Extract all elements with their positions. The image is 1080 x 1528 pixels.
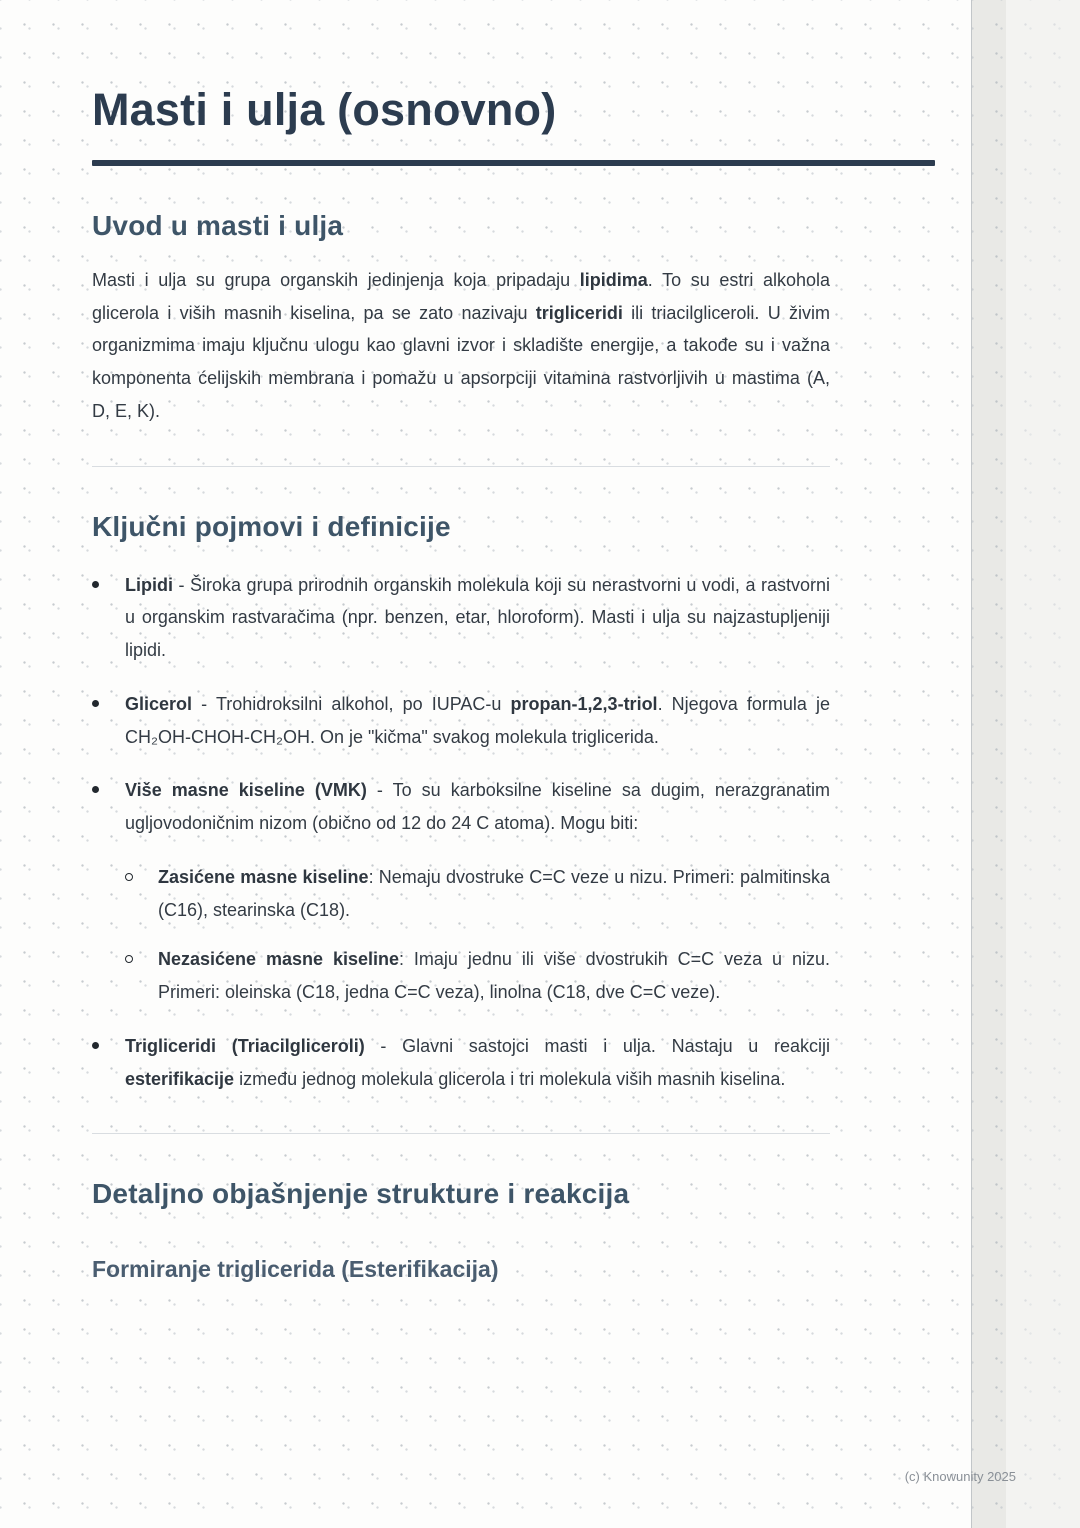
- text-run-bold: lipidima: [579, 269, 648, 290]
- list-item-text: [158, 861, 830, 927]
- list-item-text: [125, 569, 830, 667]
- text-run-bold: Zasićene masne kiseline: [158, 866, 369, 887]
- bullet-marker: [92, 1030, 125, 1096]
- intro-paragraph: [92, 264, 830, 428]
- text-run: : Imaju jednu ili više dvostrukih C=C veza u nizu. Primeri: oleinska (C18, jedna C=C veza), linolna (C18, dve C=C veze).: [158, 949, 830, 1002]
- text-run: - To su karboksilne kiseline sa dugim, nerazgranatim ugljovodoničnim nizom (obično od 12 do 24 C atoma). Mogu biti:: [125, 780, 830, 833]
- page-edge-rail: [971, 0, 1080, 1528]
- text-run: . Njegova formula je CH₂OH-CHOH-CH₂OH. On je "kičma" svakog molekula triglicerida.: [125, 693, 830, 747]
- text-run: Masti i ulja su grupa organskih jedinjenja koja pripadaju: [92, 269, 580, 290]
- vmk-sub-list: [125, 861, 830, 1009]
- document-content: [92, 0, 830, 1283]
- text-run-bold: esterifikacije: [125, 1068, 235, 1089]
- text-run-bold: propan-1,2,3-triol: [510, 693, 658, 714]
- copyright: (c) Knowunity 2025: [904, 1469, 1016, 1484]
- section-key-terms: [92, 511, 830, 1096]
- list-item-trigliceridi: [92, 1030, 830, 1096]
- bullet-marker: [92, 569, 125, 667]
- bullet-dot-icon: [92, 700, 99, 707]
- list-item-vmk: [92, 774, 830, 840]
- text-run-bold: Trigliceridi (Triacilgliceroli): [125, 1035, 365, 1056]
- text-run: - Trohidroksilni alkohol, po IUPAC-u: [192, 693, 511, 714]
- list-item-lipidi: [92, 569, 830, 667]
- list-item-glicerol: [92, 688, 830, 754]
- bullet-dot-icon: [92, 581, 99, 588]
- text-run-bold: Nezasićene masne kiseline: [158, 949, 399, 970]
- bullet-marker: [125, 943, 158, 1009]
- title-underline: [92, 160, 935, 166]
- section-divider: [92, 1133, 830, 1134]
- list-item-text: [125, 774, 830, 840]
- page-title: Masti i ulja (osnovno): [92, 84, 557, 135]
- subsection-heading-esterifikacija: Formiranje triglicerida (Esterifikacija): [92, 1256, 499, 1283]
- bullet-circle-icon: [125, 955, 133, 963]
- text-run: . To su estri alkohola glicerola i viših masnih kiselina, pa se zato nazivaju: [92, 269, 831, 323]
- text-run: - Široka grupa prirodnih organskih molekula koji su nerastvorni u vodi, a rastvorni u organskim rastvaračima (npr. benzen, etar, hloroform). Masti i ulja su najzastupljeniji lipidi.: [125, 574, 830, 660]
- bullet-dot-icon: [92, 1042, 99, 1049]
- page-edge-rail-inner: [1006, 0, 1080, 1528]
- text-run: : Nemaju dvostruke C=C veze u nizu. Primeri: palmitinska (C16), stearinska (C18).: [158, 866, 830, 920]
- section-heading-key-terms: Ključni pojmovi i definicije: [92, 510, 451, 542]
- bullet-marker: [125, 861, 158, 927]
- bullet-marker: [92, 774, 125, 840]
- section-detail: [92, 1178, 830, 1283]
- bullet-marker: [92, 688, 125, 754]
- text-run-bold: Više masne kiseline (VMK): [125, 780, 367, 801]
- section-divider: [92, 466, 830, 467]
- list-item-text: [158, 943, 830, 1009]
- text-run-bold: Glicerol: [125, 693, 193, 714]
- section-heading-intro: Uvod u masti i ulja: [92, 209, 344, 241]
- list-item-nezasicene: [125, 943, 830, 1009]
- section-intro: [92, 210, 830, 428]
- text-run-bold: trigliceridi: [535, 302, 623, 323]
- text-run: između jednog molekula glicerola i tri molekula viših masnih kiselina.: [234, 1068, 786, 1089]
- key-terms-list: [92, 569, 830, 1096]
- text-run: - Glavni sastojci masti i ulja. Nastaju u reakciji: [364, 1035, 830, 1056]
- text-run: ili triacilgliceroli. U živim organizmima imaju ključnu ulogu kao glavni izvor i skladište energije, a takođe su i važna komponenta ćelijskih membrana i pomažu u apsorpciji vitamina rastvorljivih u mastima (A, D, E, K).: [92, 302, 830, 421]
- list-item-text: [125, 1030, 830, 1096]
- list-item-text: [125, 688, 830, 754]
- text-run-bold: Lipidi: [125, 574, 173, 595]
- list-item-zasicene: [125, 861, 830, 927]
- bullet-dot-icon: [92, 786, 99, 793]
- section-heading-detail: Detaljno objašnjenje strukture i reakcija: [92, 1178, 630, 1210]
- bullet-circle-icon: [125, 873, 133, 881]
